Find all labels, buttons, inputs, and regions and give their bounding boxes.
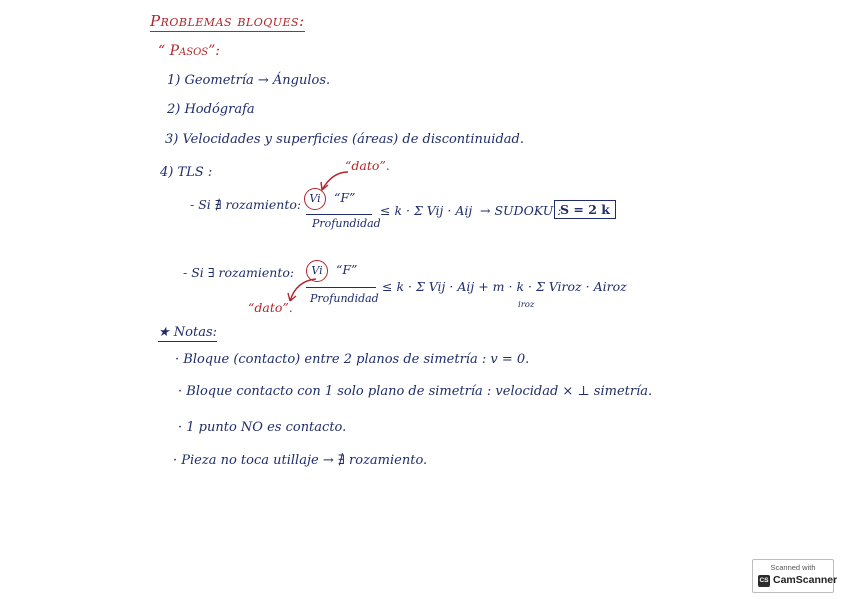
notes-heading: ★ Notas: [158,325,218,340]
case2-vi-circled: Vi [306,260,328,282]
result-box: S = 2 k [554,200,616,219]
pasos-heading: “ Pasos”: [158,43,221,59]
case1-dato-annotation: “dato”. [345,158,390,173]
step-1: 1) Geometría → Ángulos. [167,73,331,88]
note-1: · Bloque (contacto) entre 2 planos de simetría : v = 0. [175,352,530,367]
note-4: · Pieza no toca utillaje → ∄ rozamiento. [173,453,428,468]
case1-numerator [304,188,355,210]
case1-force: “F” [333,190,356,205]
step-3: 3) Velocidades y superficies (áreas) de discontinuidad. [165,132,524,147]
case1-fraction-line [306,214,372,215]
page-title: Problemas bloques: [150,12,305,30]
case1-lead: - Si ∄ rozamiento: [190,197,302,212]
watermark-caption: Scanned with [770,563,816,572]
case2-force: “F” [335,262,358,277]
step-4: 4) TLS : [160,165,213,180]
step-2: 2) Hodógrafa [167,102,255,117]
camscanner-logo-icon: CS [758,575,770,587]
case1-rhs: ≤ k · Σ Vij · Aij [380,203,473,218]
case1-sudoku: → SUDOKU : [480,203,562,218]
case2-rhs: ≤ k · Σ Vij · Aij + m · k · Σ Viroz · Airoz [382,279,627,294]
case1-boxed-result [554,200,616,219]
case1-denominator: Profundidad [312,217,381,230]
case2-denominator: Profundidad [310,292,379,305]
case1-vi-circled: Vi [304,188,326,210]
note-3: · 1 punto NO es contacto. [178,420,347,435]
case2-dato-annotation: “dato”. [248,300,293,315]
note-2: · Bloque contacto con 1 solo plano de simetría : velocidad × ⊥ simetría. [178,384,653,399]
case2-lead: - Si ∃ rozamiento: [183,265,295,280]
camscanner-watermark [752,559,838,593]
case2-sum-index: iroz [518,300,535,310]
watermark-brand: CamScanner [773,574,838,586]
